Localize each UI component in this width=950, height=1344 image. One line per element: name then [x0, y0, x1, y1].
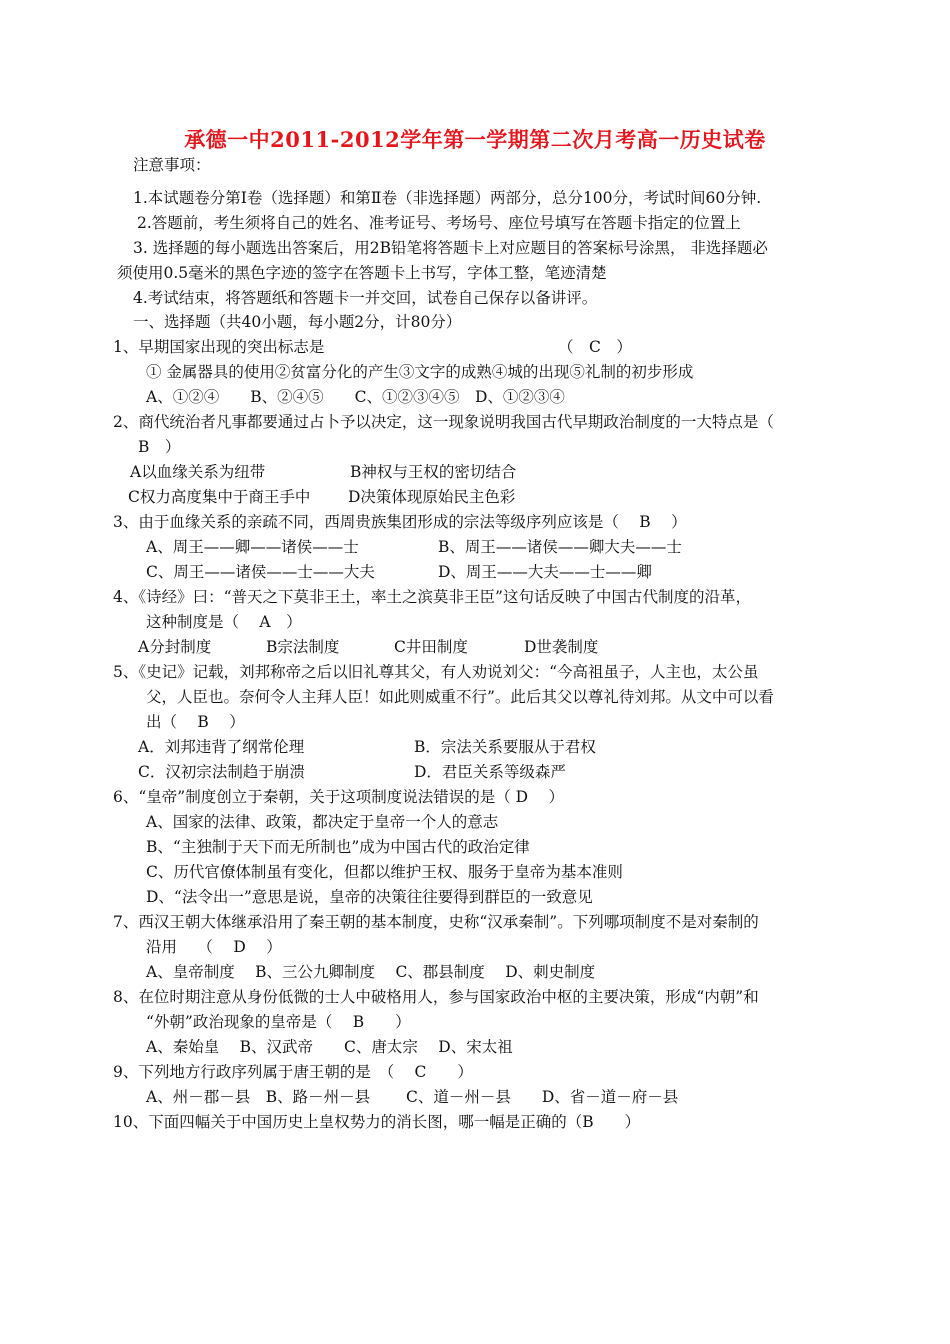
q5-option-d: D．君臣关系等级森严 — [414, 763, 566, 781]
q3-stem: 3、由于血缘关系的亲疏不同，西周贵族集团形成的宗法等级序列应该是（ B ） — [113, 513, 687, 531]
q2-option-c: C权力高度集中于商王手中 — [128, 488, 311, 506]
q2-option-a: A以血缘关系为纽带 — [130, 463, 266, 481]
q2-stem-cont: B ） — [138, 438, 181, 456]
q4-option-b: B宗法制度 — [266, 638, 340, 656]
q9-options: A、州－郡－县 B、路－州－县 C、道－州－县 D、省－道－府－县 — [146, 1088, 679, 1106]
q1-stem: 1、早期国家出现的突出标志是 — [113, 338, 325, 356]
q4-option-c: C井田制度 — [394, 638, 468, 656]
q5-stem-cont-1: 父，人臣也。奈何令人主拜人臣！如此则威重不行”。此后其父以尊礼待刘邦。从文中可以看 — [146, 688, 774, 706]
q5-stem-cont-2: 出（ B ） — [146, 713, 245, 731]
q6-stem: 6、“皇帝”制度创立于秦朝，关于这项制度说法错误的是（ D ） — [113, 788, 564, 806]
notice-2: 2.答题前，考生须将自己的姓名、准考证号、考场号、座位号填写在答题卡指定的位置上 — [137, 214, 741, 232]
q10-stem: 10、下面四幅关于中国历史上皇权势力的消长图，哪一幅是正确的（B ） — [113, 1113, 641, 1131]
q2-stem: 2、商代统治者凡事都要通过占卜予以决定，这一现象说明我国古代早期政治制度的一大特点是（ — [113, 413, 774, 431]
q7-options: A、皇帝制度 B、三公九卿制度 C、郡县制度 D、刺史制度 — [146, 963, 596, 981]
q1-options: A、①②④ B、②④⑤ C、①②③④⑤ D、①②③④ — [146, 388, 565, 406]
q3-option-b: B、周王——诸侯——卿大夫——士 — [438, 538, 682, 556]
q8-stem-cont: “外朝”政治现象的皇帝是（ B ） — [146, 1013, 411, 1031]
q4-stem-cont: 这种制度是（ A ） — [146, 613, 302, 631]
q4-option-d: D世袭制度 — [524, 638, 599, 656]
q3-option-d: D、周王——大夫——士——卿 — [438, 563, 652, 581]
q3-option-a: A、周王——卿——诸侯——士 — [146, 538, 359, 556]
q2-option-b: B神权与王权的密切结合 — [350, 463, 517, 481]
q8-options: A、秦始皇 B、汉武帝 C、唐太宗 D、宋太祖 — [146, 1038, 513, 1056]
q9-stem: 9、下列地方行政序列属于唐王朝的是 （ C ） — [113, 1063, 473, 1081]
q5-option-a: A．刘邦违背了纲常伦理 — [138, 738, 305, 756]
notice-4: 4.考试结束，将答题纸和答题卡一并交回，试卷自己保存以备讲评。 — [133, 289, 598, 307]
q1-items: ① 金属器具的使用②贫富分化的产生③文字的成熟④城的出现⑤礼制的初步形成 — [146, 363, 694, 381]
q5-option-c: C．汉初宗法制趋于崩溃 — [138, 763, 305, 781]
q7-stem-cont: 沿用 （ D ） — [146, 938, 282, 956]
section-heading: 一、选择题（共40小题，每小题2分，计80分） — [133, 313, 462, 331]
q7-stem: 7、西汉王朝大体继承沿用了秦王朝的基本制度，史称“汉承秦制”。下列哪项制度不是对秦制的 — [113, 913, 759, 931]
exam-title: 承德一中2011-2012学年第一学期第二次月考高一历史试卷 — [184, 127, 766, 152]
notice-3-cont: 须使用0.5毫米的黑色字迹的签字在答题卡上书写，字体工整，笔迹清楚 — [117, 264, 607, 282]
q3-option-c: C、周王——诸侯——士——大夫 — [146, 563, 375, 581]
q6-option-c: C、历代官僚体制虽有变化，但都以维护王权、服务于皇帝为基本准则 — [146, 863, 623, 881]
q6-option-d: D、“法令出一”意思是说，皇帝的决策往往要得到群臣的一致意见 — [146, 888, 593, 906]
q5-stem: 5、《史记》记载，刘邦称帝之后以旧礼尊其父，有人劝说刘父：“今高祖虽子，人主也，太公虽 — [113, 663, 759, 681]
q8-stem: 8、在位时期注意从身份低微的士人中破格用人，参与国家政治中枢的主要决策，形成“内朝”和 — [113, 988, 759, 1006]
notice-heading: 注意事项： — [133, 156, 211, 174]
q6-option-a: A、国家的法律、政策，都决定于皇帝一个人的意志 — [146, 813, 499, 831]
q6-option-b: B、“主独制于天下而无所制也”成为中国古代的政治定律 — [146, 838, 530, 856]
q4-stem: 4、《诗经》曰：“普天之下莫非王土，率土之滨莫非王臣”这句话反映了中国古代制度的沿革， — [113, 588, 751, 606]
notice-1: 1.本试题卷分第Ⅰ卷（选择题）和第Ⅱ卷（非选择题）两部分，总分100分，考试时间60分钟. — [133, 189, 762, 207]
q4-option-a: A分封制度 — [138, 638, 212, 656]
q2-option-d: D决策体现原始民主色彩 — [348, 488, 516, 506]
q1-answer: （ C ） — [558, 338, 632, 356]
notice-3: 3. 选择题的每小题选出答案后，用2B铅笔将答题卡上对应题目的答案标号涂黑， 非选择题必 — [133, 239, 768, 257]
q5-option-b: B．宗法关系要服从于君权 — [414, 738, 596, 756]
